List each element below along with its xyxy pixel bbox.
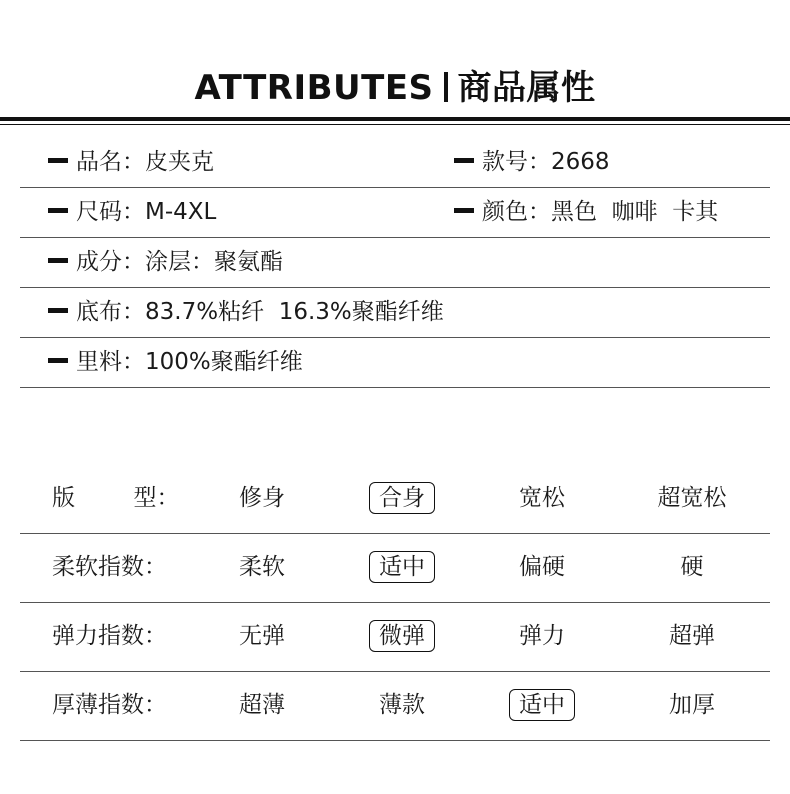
fit-row-elasticity <box>20 602 770 672</box>
attr-label: 里料： <box>76 349 145 375</box>
attr-value: 涂层：聚氨酯 <box>145 249 283 275</box>
fit-option: 超宽松 <box>657 485 727 511</box>
attr-item-color <box>454 187 718 237</box>
fit-row-thickness <box>20 671 770 741</box>
attr-value: M-4XL <box>145 199 217 225</box>
title-chinese: 商品属性 <box>457 68 596 108</box>
page-title <box>0 64 790 112</box>
fit-option: 宽松 <box>519 485 565 511</box>
fit-option: 硬 <box>680 554 704 580</box>
fit-option: 薄款 <box>379 692 425 718</box>
dash-icon <box>48 308 68 313</box>
fit-option: 柔软 <box>239 554 285 580</box>
fit-option-selected: 微弹 <box>342 602 462 671</box>
title-separator <box>444 72 448 102</box>
fit-option: 超弹 <box>669 623 715 649</box>
fit-option-selected: 适中 <box>342 533 462 602</box>
attr-label: 尺码： <box>76 199 145 225</box>
attr-item-name <box>48 137 214 187</box>
fit-option: 偏硬 <box>519 554 565 580</box>
fit-option: 修身 <box>239 485 285 511</box>
attr-row-3 <box>20 237 770 288</box>
title-rule-thin <box>0 124 790 125</box>
attr-label: 成分： <box>76 249 145 275</box>
fit-label: 厚薄指数： <box>52 692 167 718</box>
attr-value: 皮夹克 <box>145 149 214 175</box>
attr-item-size <box>48 187 216 237</box>
fit-label: 版 型： <box>52 485 180 511</box>
attr-item-composition <box>48 237 283 287</box>
fit-label: 柔软指数： <box>52 554 167 580</box>
attr-row-2 <box>20 187 770 238</box>
attr-label: 款号： <box>482 149 551 175</box>
dash-icon <box>48 258 68 263</box>
dash-icon <box>48 158 68 163</box>
fit-row-style <box>20 464 770 534</box>
dash-icon <box>48 358 68 363</box>
attr-row-1 <box>20 137 770 188</box>
fit-option: 弹力 <box>519 623 565 649</box>
fit-option-selected: 适中 <box>482 671 602 740</box>
fit-option: 加厚 <box>669 692 715 718</box>
attr-value: 83.7%粘纤 16.3%聚酯纤维 <box>145 299 444 325</box>
dash-icon <box>454 208 474 213</box>
attr-label: 颜色： <box>482 199 551 225</box>
title-english: ATTRIBUTES <box>194 68 434 108</box>
attr-label: 底布： <box>76 299 145 325</box>
attr-row-5 <box>20 337 770 388</box>
fit-option: 超薄 <box>239 692 285 718</box>
attr-row-4 <box>20 287 770 338</box>
dash-icon <box>48 208 68 213</box>
fit-option: 无弹 <box>239 623 285 649</box>
attr-item-lining <box>48 337 303 387</box>
attr-value: 黑色 咖啡 卡其 <box>551 199 719 225</box>
fit-row-softness <box>20 533 770 603</box>
dash-icon <box>454 158 474 163</box>
fit-option-selected: 合身 <box>342 464 462 533</box>
title-rule-thick <box>0 117 790 121</box>
attr-item-base-fabric <box>48 287 444 337</box>
attr-item-style-no <box>454 137 610 187</box>
attr-label: 品名： <box>76 149 145 175</box>
attr-value: 100%聚酯纤维 <box>145 349 303 375</box>
fit-label: 弹力指数： <box>52 623 167 649</box>
attr-value: 2668 <box>551 149 610 175</box>
